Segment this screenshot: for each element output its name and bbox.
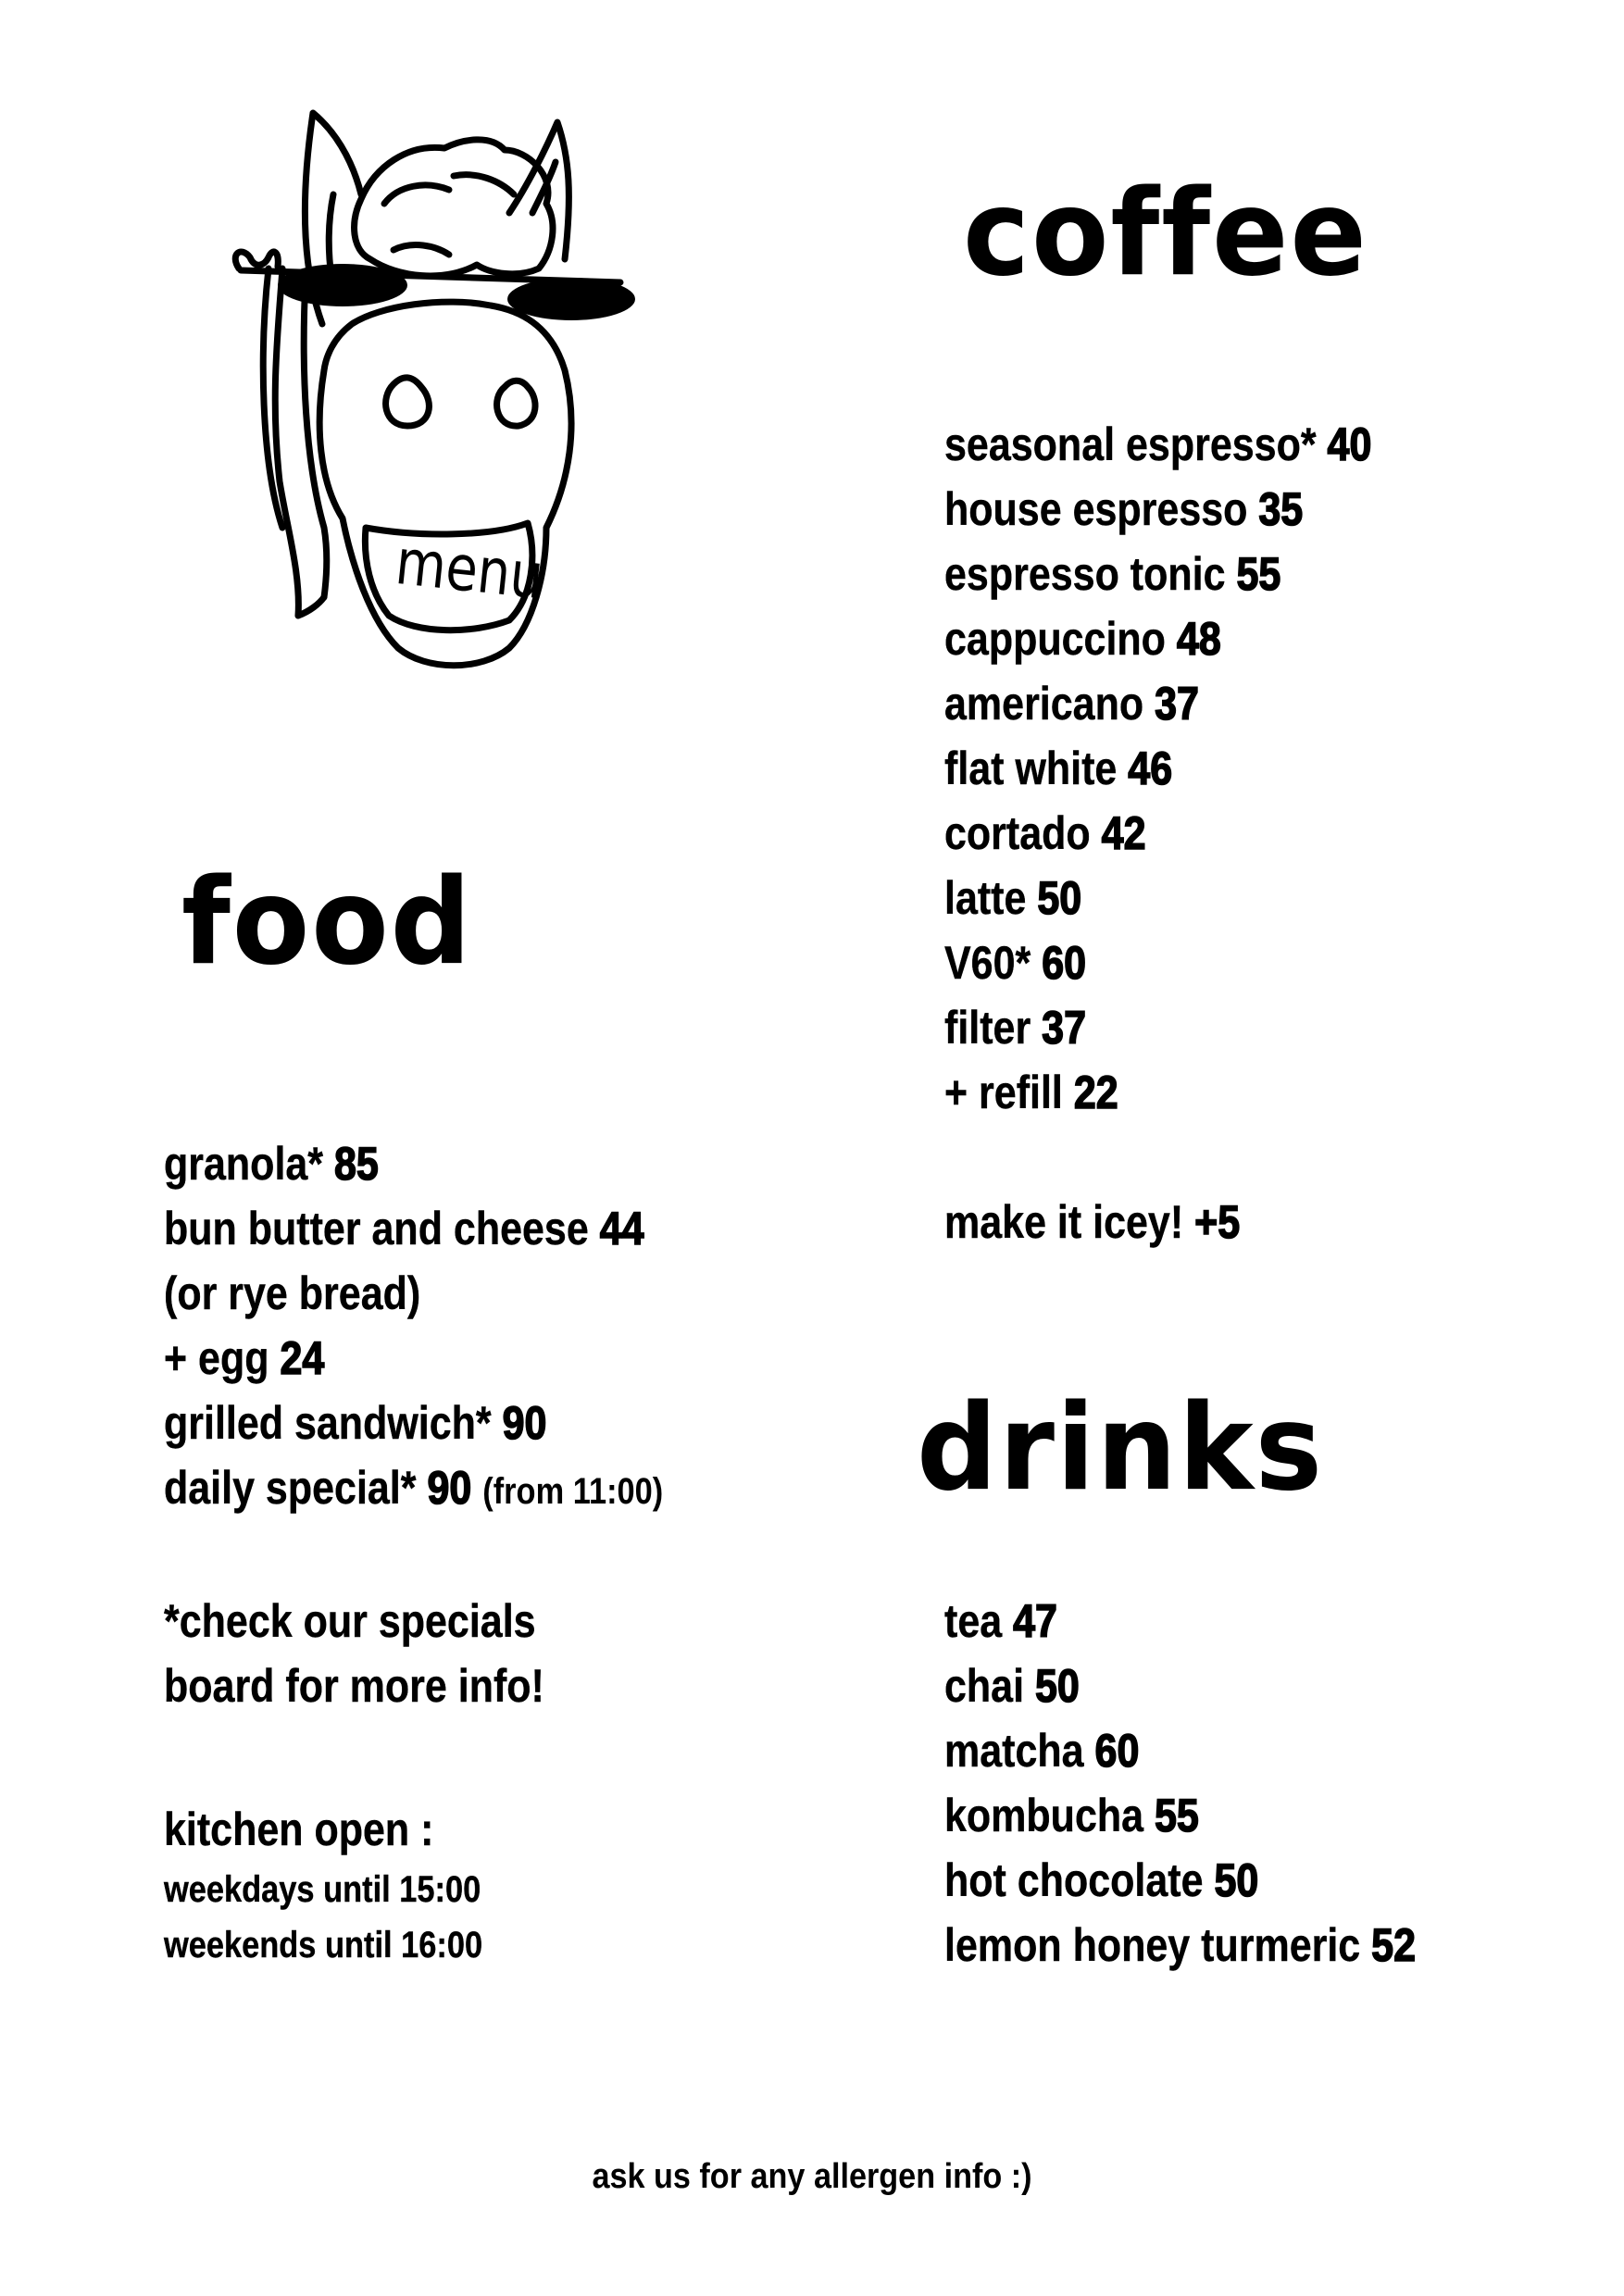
coffee-heading: coffee [963,165,1368,303]
list-item: kombucha 55 [944,1790,1199,1841]
list-item: grilled sandwich* 90 [164,1397,547,1449]
kitchen-title: kitchen open : [164,1803,434,1855]
list-item: lemon honey turmeric 52 [944,1919,1417,1971]
list-item: latte 50 [944,872,1082,924]
logo-text: menu [392,526,547,615]
specials-note: *check our specials [164,1595,536,1647]
list-item: granola* 85 [164,1138,379,1190]
coffee-list [944,412,1441,1254]
list-item: filter 37 [944,1002,1086,1054]
list-item: bun butter and cheese 44 [164,1203,644,1254]
list-item: house espresso 35 [944,483,1304,535]
list-item: chai 50 [944,1660,1080,1712]
list-item: americano 37 [944,678,1199,730]
food-heading: food [181,854,473,992]
list-item: + egg 24 [164,1332,325,1384]
list-item: matcha 60 [944,1725,1140,1777]
list-item: seasonal espresso* 40 [944,418,1372,470]
kitchen-hours: weekends until 16:00 [164,1925,483,1965]
specials-note: board for more info! [164,1660,544,1712]
drinks-list [944,1589,1493,1978]
list-item: flat white 46 [944,742,1173,794]
sunglasses-left-lens [278,264,407,306]
allergen-footer: ask us for any allergen info :) [592,2157,1032,2196]
list-item: hot chocolate 50 [944,1854,1259,1906]
sunglasses-right-lens [507,278,635,320]
drinks-heading: drinks [917,1379,1324,1517]
horse-head-icon [213,93,639,704]
list-item: daily special* 90 (from 11:00) [164,1462,664,1514]
list-item: + refill 22 [944,1067,1118,1118]
icey-option: make it icey! +5 [944,1196,1241,1248]
list-item: cortado 42 [944,807,1146,859]
food-list [164,1131,744,1973]
kitchen-hours: weekdays until 15:00 [164,1869,481,1910]
list-item: espresso tonic 55 [944,548,1281,600]
list-item: (or rye bread) [164,1267,421,1319]
list-item: tea 47 [944,1595,1057,1647]
list-item: V60* 60 [944,937,1087,989]
list-item: cappuccino 48 [944,613,1221,665]
